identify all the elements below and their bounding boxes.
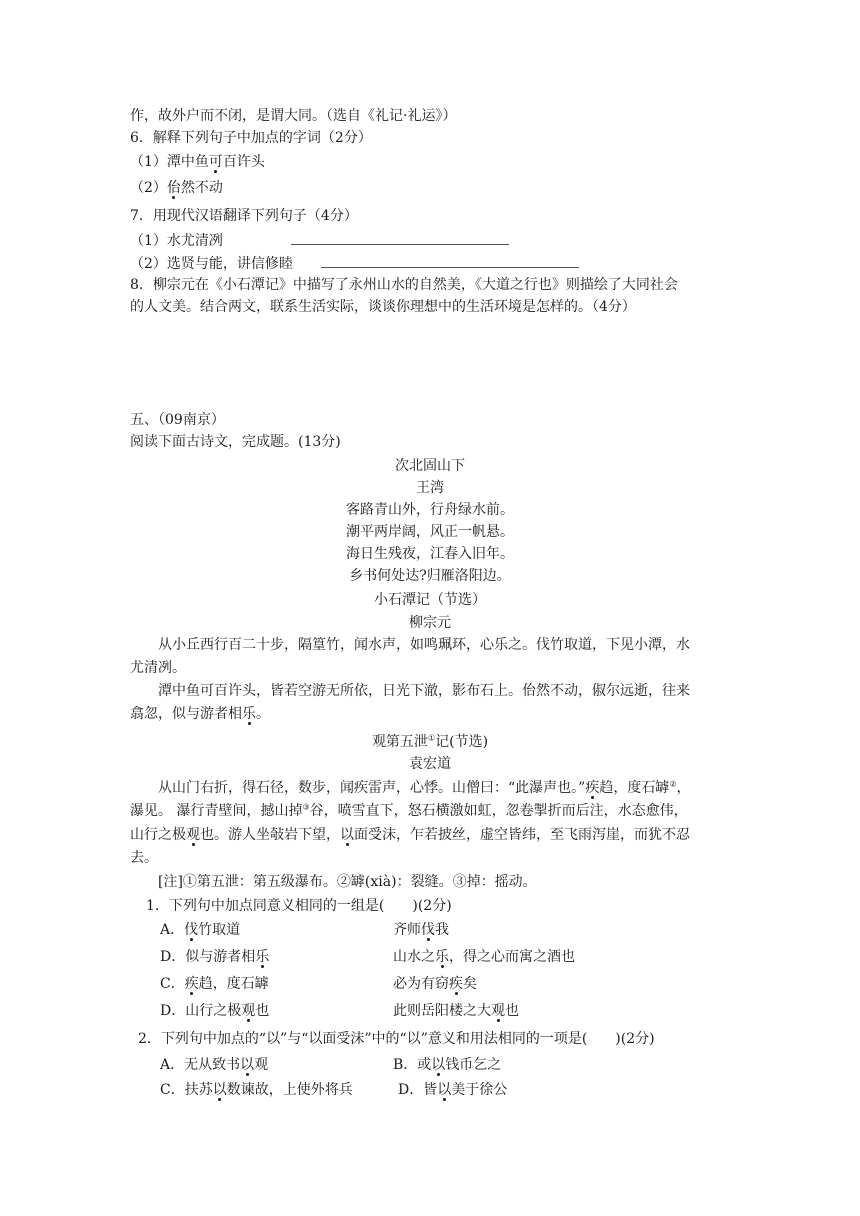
option-row: A．无从致书以观 B．或以钱币乞之 [160, 1057, 502, 1073]
question-8-line-1: 8．柳宗元在《小石潭记》中描写了永州山水的自然美，《大道之行也》则描绘了大同社会 [130, 277, 678, 293]
poem-line: 客路青山外，行舟绿水前。 [346, 502, 514, 518]
poem-line: 海日生残夜，江春入旧年。 [346, 546, 514, 562]
prose2-text: 去。 [130, 850, 158, 866]
question-7: 7．用现代汉语翻译下列句子（4分） [130, 208, 358, 224]
question-6-item-1: （1）潭中鱼可百许头 [130, 154, 265, 170]
prose2-author: 袁宏道 [409, 756, 451, 772]
question-8-line-2: 的人文美。结合两文，联系生活实际，谈谈你理想中的生活环境是怎样的。（4分） [130, 299, 636, 315]
prose2-text: 从山门右折，得石径，数步，闻疾雷声，心悸。山僧曰：“此瀑声也。”疾趋，度石罅②， [158, 779, 691, 796]
answer-blank [291, 230, 509, 245]
section-intro: 阅读下面古诗文，完成题。(13分) [130, 434, 341, 450]
option-row: C．疾趋，度石罅 必为有窃疾矣 [160, 976, 477, 992]
question-6-item-2: （2）佁然不动 [130, 180, 223, 196]
poem-line: 潮平两岸阔，风正一帆悬。 [346, 524, 514, 540]
option-row: A．伐竹取道 齐师伐我 [160, 922, 449, 938]
prose2-text: 瀑见。 瀑行青壁间，撼山掉③谷，喷雪直下，怒石横激如虹，忽卷掣折而后注，水态愈伟， [130, 802, 688, 819]
prose1-text: 翕忽，似与游者相乐。 [130, 706, 270, 722]
poem-author: 王湾 [416, 480, 444, 496]
prose2-text: 山行之极观也。游人坐敧岩下望，以面受沫，乍若披丝，虚空皆纬，至飞雨泻崖，而犹不忍 [130, 827, 690, 843]
question-6: 6．解释下列句子中加点的字词（2分） [130, 130, 372, 146]
annotation-note: [注]①第五泄：第五级瀑布。②罅(xià)：裂缝。③掉：摇动。 [158, 874, 537, 890]
question-2: 2．下列句中加点的“以”与“以面受沫”中的“以”意义和用法相同的一项是( )(2分) [138, 1031, 655, 1047]
poem-title: 次北固山下 [395, 458, 465, 474]
text-line: 作，故外户而不闭，是谓大同。（选自《礼记·礼运》） [130, 108, 457, 124]
prose1-author: 柳宗元 [409, 615, 451, 631]
prose1-text: 从小丘西行百二十步，隔篁竹，闻水声，如鸣珮环，心乐之。伐竹取道，下见小潭，水 [158, 637, 690, 653]
prose1-text: 尤清冽。 [130, 660, 186, 676]
question-7-item-2: （2）选贤与能，讲信修睦 [130, 253, 579, 274]
section-header: 五、（09南京） [130, 412, 225, 428]
prose2-title: 观第五泄①记(节选) [371, 733, 489, 750]
answer-blank [321, 253, 579, 268]
option-row: D．山行之极观也 此则岳阳楼之大观也 [160, 1003, 519, 1019]
prose1-title: 小石潭记（节选） [374, 592, 486, 608]
option-row: D．似与游者相乐 山水之乐，得之心而寓之酒也 [160, 949, 575, 965]
question-7-item-1: （1）水尤清冽 [130, 230, 509, 251]
prose1-text: 潭中鱼可百许头，皆若空游无所依，日光下澈，影布石上。佁然不动，俶尔远逝，往来 [158, 683, 690, 699]
poem-line: 乡书何处达?归雁洛阳边。 [349, 568, 511, 584]
option-row: C．扶苏以数谏故，上使外将兵 D．皆以美于徐公 [160, 1082, 508, 1098]
question-1: 1．下列句中加点同意义相同的一组是( )(2分) [146, 898, 452, 914]
